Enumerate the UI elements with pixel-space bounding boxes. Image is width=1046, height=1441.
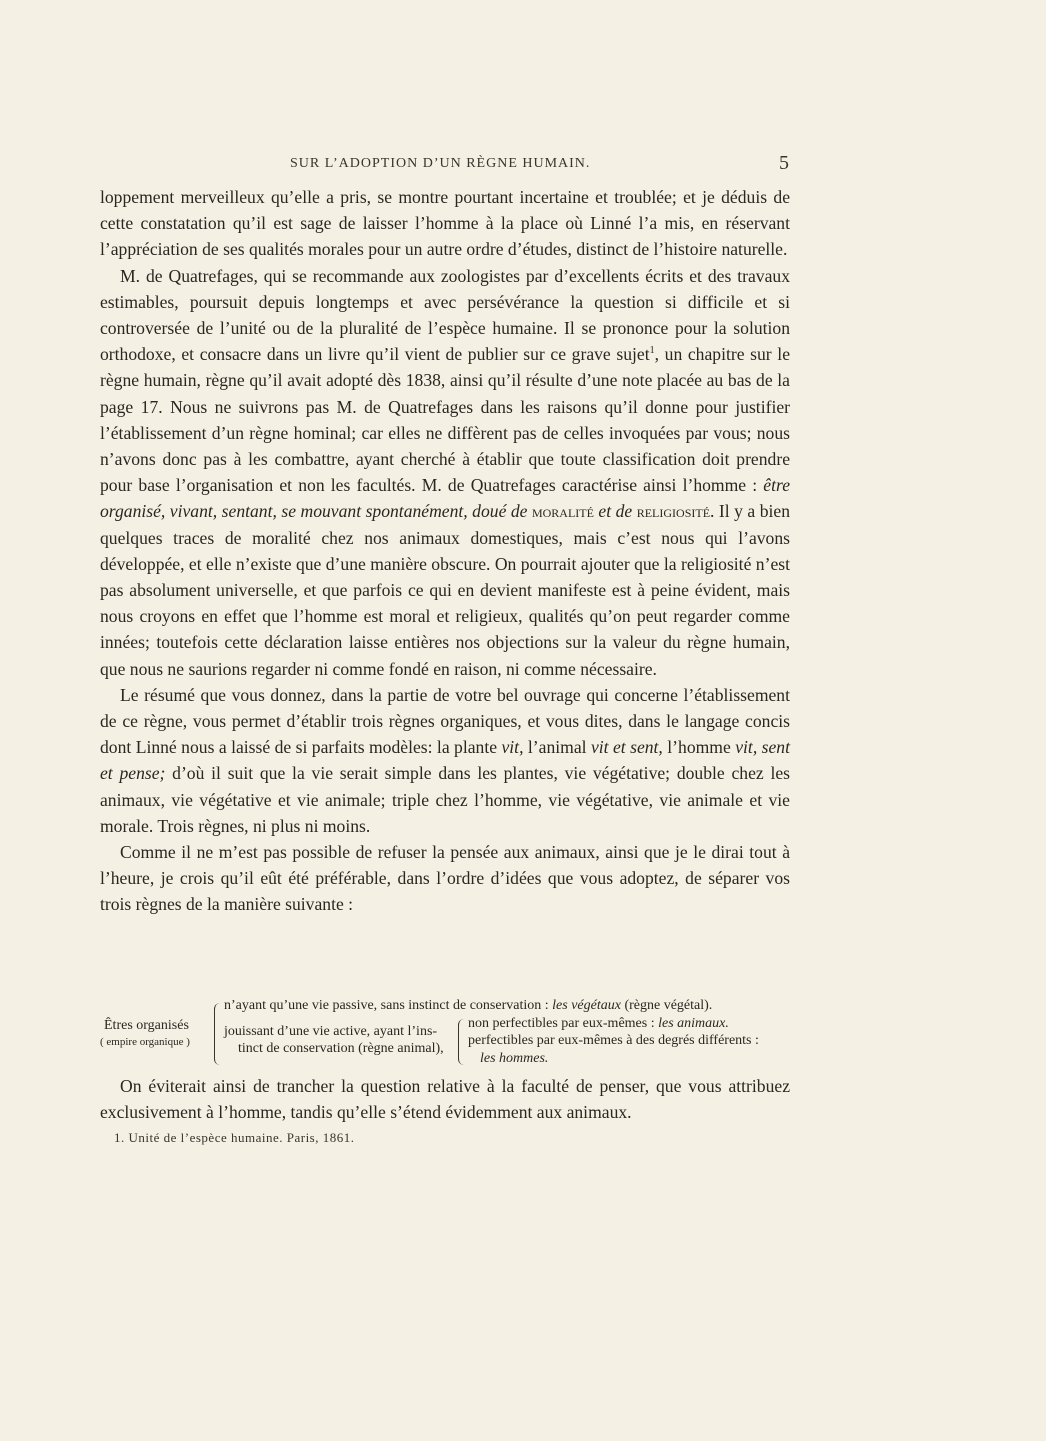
p3-text-d: d’où il suit que la vie serait simple dans les plantes, vie végétative; double chez les animaux, vie végétative et vie animale; triple chez l’homme, vie végétative, vie animale et vie morale. Trois règnes, ni plus ni moins. (100, 763, 791, 836)
main-text (100, 184, 790, 918)
page-number: 5 (779, 152, 790, 174)
brace-left-1 (214, 1003, 221, 1065)
paragraph-1: loppement merveilleux qu’elle a pris, se montre pourtant incertaine et troublée; et je déduis de cette constatation qu’il est sage de laisser l’homme à la place où Linné l’a mis, en réservant l’appréciation de ses qualités morales pour un autre ordre d’études, distinct de l’histoire naturelle. (100, 187, 790, 260)
p2-italic-2: et de (593, 501, 637, 522)
p2-italic-1: être organisé, vivant, sentant, se mouvant spontanément, doué de (100, 475, 790, 522)
paragraph-2 (100, 263, 790, 682)
p2-text-b: , un chapitre sur le règne humain, règne qu’il avait adopté dès 1838, ainsi qu’il résulte d’une note placée au bas de la page 17. Nous ne suivrons pas M. de Quatrefages dans les raisons qu’il donne pour justifier l’établissement d’un règne hominal; car elles ne diffèrent pas de celles invoquées par vous; nous n’avons donc pas à les combattre, ayant cherché à établir que toute classification doit prendre pour base l’organisation et non les facultés. M. de Quatrefages caractérise ainsi l’homme : (100, 344, 791, 496)
p3-italic-1: vit, (501, 737, 524, 758)
classification-root: Êtres organisés (104, 1018, 189, 1033)
branch-non-perfectible (468, 1015, 729, 1032)
p3-italic-3: vit, sent et pense; (100, 737, 790, 784)
branch-passive-text: n’ayant qu’une vie passive, sans instinct de conservation : (224, 998, 553, 1013)
branch-np-text: non perfectibles par eux-mêmes : (468, 1016, 659, 1031)
p2-smallcaps-2: religiosité (636, 501, 711, 522)
paragraph-3 (100, 682, 790, 839)
brace-left-2 (458, 1019, 465, 1065)
footnote-ref: 1 (649, 345, 655, 357)
p3-text-b: l’animal (523, 737, 591, 758)
branch-active-line2: tinct de conservation (règne animal), (238, 1041, 444, 1056)
branch-p-italic: les hommes. (480, 1051, 549, 1066)
paragraph-5: On éviterait ainsi de trancher la question relative à la faculté de penser, que vous attribuez exclusivement à l’homme, tandis qu’elle s’étend évidemment aux animaux. (100, 1076, 790, 1123)
branch-perfectible: perfectibles par eux-mêmes à des degrés différents : (468, 1033, 759, 1048)
branch-perfectible-italic (480, 1050, 548, 1067)
p2-smallcaps-1: moralité (531, 501, 594, 522)
classification-root-sub: ( empire organique ) (100, 1036, 190, 1048)
branch-np-italic: les animaux. (658, 1016, 729, 1031)
footnote: 1. Unité de l’espèce humaine. Paris, 1861. (114, 1130, 355, 1145)
p3-italic-2: vit et sent, (590, 737, 663, 758)
paragraph-5-block (100, 1073, 790, 1125)
branch-passive-italic: les végétaux (552, 998, 621, 1013)
p3-text-c: l’homme (662, 737, 736, 758)
p2-text-c: . Il y a bien quelques traces de moralité chez nos animaux domestiques, mais c’est nous qui l’avons développée, et elle n’existe que d’une manière obscure. On pourrait ajouter que la religiosité n’est pas absolument universelle, et que parfois ce qui en devient manifeste est à peine évident, mais nous croyons en effet que l’homme est moral et religieux, qualités qu’on peut regarder comme innées; toutefois cette déclaration laisse entières nos objections sur la valeur du règne humain, que nous ne saurions regarder ni comme fondé en raison, ni comme nécessaire. (100, 501, 790, 679)
branch-passive-end: (règne végétal). (620, 998, 713, 1013)
classification-table (100, 995, 800, 1069)
page-header (100, 152, 790, 178)
p3-text-a: Le résumé que vous donnez, dans la partie de votre bel ouvrage qui concerne l’établissement de ce règne, vous permet d’établir trois règnes organiques, et vous dites, dans le langage concis dont Linné nous a laissé de si parfaits modèles: la plante (100, 684, 790, 758)
running-title: SUR L’ADOPTION D’UN RÈGNE HUMAIN. (290, 156, 591, 171)
paragraph-4: Comme il ne m’est pas possible de refuser la pensée aux animaux, ainsi que je le dirai tout à l’heure, je crois qu’il eût été préférable, dans l’ordre d’idées que vous adoptez, de séparer vos trois règnes de la manière suivante : (100, 842, 790, 915)
branch-active-line1: jouissant d’une vie active, ayant l’ins- (224, 1024, 438, 1039)
p2-text-a: M. de Quatrefages, qui se recommande aux zoologistes par d’excellents écrits et des travaux estimables, poursuit depuis longtemps et avec persévérance la question si difficile et si controversée de l’unité ou de la pluralité de l’espèce humaine. Il se prononce pour la solution orthodoxe, et consacre dans un livre qu’il vient de publier sur ce grave sujet (100, 265, 790, 365)
branch-passive (224, 997, 712, 1014)
